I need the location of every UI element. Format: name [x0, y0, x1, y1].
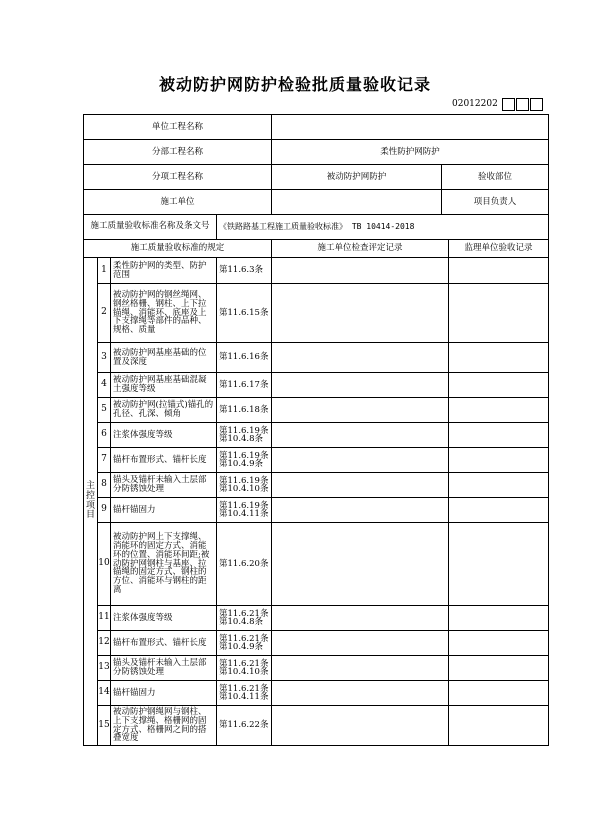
supervisor-record-cell[interactable] — [449, 423, 549, 448]
supervisor-record-cell[interactable] — [449, 343, 549, 373]
item-clause: 第11.6.15条 — [217, 284, 272, 343]
unit-project-label: 单位工程名称 — [84, 115, 272, 140]
column-supervisor-header: 监理单位验收记录 — [449, 240, 549, 258]
column-spec-header: 施工质量验收标准的规定 — [84, 240, 272, 258]
supervisor-record-cell[interactable] — [449, 681, 549, 706]
item-number: 8 — [98, 473, 111, 498]
supervisor-record-cell[interactable] — [449, 373, 549, 398]
item-number: 12 — [98, 631, 111, 656]
item-clause: 第11.6.19条 第10.4.10条 — [217, 473, 272, 498]
item-description: 锚杆布置形式、锚杆长度 — [111, 448, 217, 473]
subdivision-label: 分项工程名称 — [84, 165, 272, 190]
check-record-cell[interactable] — [272, 606, 449, 631]
check-record-cell[interactable] — [272, 473, 449, 498]
check-record-cell[interactable] — [272, 706, 449, 746]
check-record-cell[interactable] — [272, 448, 449, 473]
supervisor-record-cell[interactable] — [449, 631, 549, 656]
item-description: 被动防护网(拉锚式)锚孔的孔径、孔深、倾角 — [111, 398, 217, 423]
supervisor-record-cell[interactable] — [449, 284, 549, 343]
code-box-3[interactable] — [530, 98, 543, 111]
check-record-cell[interactable] — [272, 398, 449, 423]
item-clause: 第11.6.17条 — [217, 373, 272, 398]
item-row — [84, 373, 549, 398]
item-description: 锚杆锚固力 — [111, 498, 217, 523]
item-clause: 第11.6.21条 第10.4.9条 — [217, 631, 272, 656]
supervisor-record-cell[interactable] — [449, 498, 549, 523]
item-clause: 第11.6.22条 — [217, 706, 272, 746]
item-row — [84, 656, 549, 681]
item-description: 注浆体强度等级 — [111, 423, 217, 448]
code-box-1[interactable] — [502, 98, 515, 111]
check-record-cell[interactable] — [272, 656, 449, 681]
check-record-cell[interactable] — [272, 373, 449, 398]
item-clause: 第11.6.18条 — [217, 398, 272, 423]
item-row — [84, 448, 549, 473]
item-clause: 第11.6.20条 — [217, 523, 272, 606]
item-row — [84, 631, 549, 656]
item-row — [84, 523, 549, 606]
item-number: 3 — [98, 343, 111, 373]
column-check-header: 施工单位检查评定记录 — [272, 240, 449, 258]
item-row — [84, 473, 549, 498]
item-clause: 第11.6.19条 第10.4.9条 — [217, 448, 272, 473]
item-number: 11 — [98, 606, 111, 631]
supervisor-record-cell[interactable] — [449, 523, 549, 606]
supervisor-record-cell[interactable] — [449, 258, 549, 284]
code-box-2[interactable] — [516, 98, 529, 111]
item-number: 4 — [98, 373, 111, 398]
item-description: 柔性防护网的类型、防护范围 — [111, 258, 217, 284]
item-clause: 第11.6.21条 第10.4.10条 — [217, 656, 272, 681]
check-record-cell[interactable] — [272, 498, 449, 523]
item-number: 6 — [98, 423, 111, 448]
page-title: 被动防护网防护检验批质量验收记录 — [158, 75, 431, 94]
supervisor-record-cell[interactable] — [449, 473, 549, 498]
item-description: 被动防护网基座基础的位置及深度 — [111, 343, 217, 373]
check-record-cell[interactable] — [272, 284, 449, 343]
item-clause: 第11.6.19条 第10.4.8条 — [217, 423, 272, 448]
check-record-cell[interactable] — [272, 631, 449, 656]
check-record-cell[interactable] — [272, 258, 449, 284]
item-row — [84, 606, 549, 631]
item-description: 被动防护网的钢丝绳网、钢丝格栅、钢柱、上下拉锚绳、消能环、底座及上下支撑绳等部件的品种、规格、质量 — [111, 284, 217, 343]
item-number: 5 — [98, 398, 111, 423]
unit-project-value[interactable] — [272, 115, 549, 140]
item-number: 9 — [98, 498, 111, 523]
check-record-cell[interactable] — [272, 681, 449, 706]
form-code — [452, 96, 543, 112]
check-record-cell[interactable] — [272, 343, 449, 373]
division-value[interactable]: 柔性防护网防护 — [272, 140, 549, 165]
acceptance-table — [83, 114, 549, 746]
item-number: 2 — [98, 284, 111, 343]
item-row — [84, 398, 549, 423]
item-row — [84, 284, 549, 343]
item-clause: 第11.6.16条 — [217, 343, 272, 373]
item-number: 15 — [98, 706, 111, 746]
item-description: 被动防护网上下支撑绳、消能环的固定方式、消能环的位置、消能环间距;被动防护网钢柱与基座、拉锚绳的固定方式、钢柱的方位、消能环与钢柱的距离 — [111, 523, 217, 606]
check-record-cell[interactable] — [272, 523, 449, 606]
form-code-text: 02012202 — [452, 99, 498, 109]
supervisor-record-cell[interactable] — [449, 606, 549, 631]
item-description: 锚头及锚杆未输入土层部分防锈蚀处理 — [111, 473, 217, 498]
check-record-cell[interactable] — [272, 423, 449, 448]
construction-unit-value[interactable] — [272, 190, 442, 215]
item-row — [84, 343, 549, 373]
item-row — [84, 498, 549, 523]
item-number: 14 — [98, 681, 111, 706]
division-label: 分部工程名称 — [84, 140, 272, 165]
subdivision-value[interactable]: 被动防护网防护 — [272, 165, 442, 190]
item-row — [84, 423, 549, 448]
supervisor-record-cell[interactable] — [449, 448, 549, 473]
item-clause: 第11.6.21条 第10.4.8条 — [217, 606, 272, 631]
item-row — [84, 706, 549, 746]
item-clause: 第11.6.21条 第10.4.11条 — [217, 681, 272, 706]
item-description: 注浆体强度等级 — [111, 606, 217, 631]
item-description: 锚头及锚杆未输入土层部分防锈蚀处理 — [111, 656, 217, 681]
supervisor-record-cell[interactable] — [449, 656, 549, 681]
standard-value[interactable]: 《铁路路基工程施工质量验收标准》 TB 10414-2018 — [217, 215, 549, 240]
supervisor-record-cell[interactable] — [449, 706, 549, 746]
item-number: 13 — [98, 656, 111, 681]
item-number: 7 — [98, 448, 111, 473]
item-description: 锚杆锚固力 — [111, 681, 217, 706]
acceptance-part-label: 验收部位 — [442, 165, 549, 190]
item-clause: 第11.6.3条 — [217, 258, 272, 284]
supervisor-record-cell[interactable] — [449, 398, 549, 423]
item-number: 1 — [98, 258, 111, 284]
item-number: 10 — [98, 523, 111, 606]
item-description: 被动防护钢绳网与钢柱、上下支撑绳、格栅网的固定方式、格栅网之间的搭叠宽度 — [111, 706, 217, 746]
item-description: 锚杆布置形式、锚杆长度 — [111, 631, 217, 656]
section-label: 主控项目 — [84, 258, 98, 746]
item-description: 被动防护网基座基础混凝土强度等级 — [111, 373, 217, 398]
item-row — [84, 681, 549, 706]
item-clause: 第11.6.19条 第10.4.11条 — [217, 498, 272, 523]
construction-unit-label: 施工单位 — [84, 190, 272, 215]
item-row — [84, 258, 549, 284]
project-leader-label: 项目负责人 — [442, 190, 549, 215]
standard-label: 施工质量验收标准名称及条文号 — [84, 215, 217, 240]
